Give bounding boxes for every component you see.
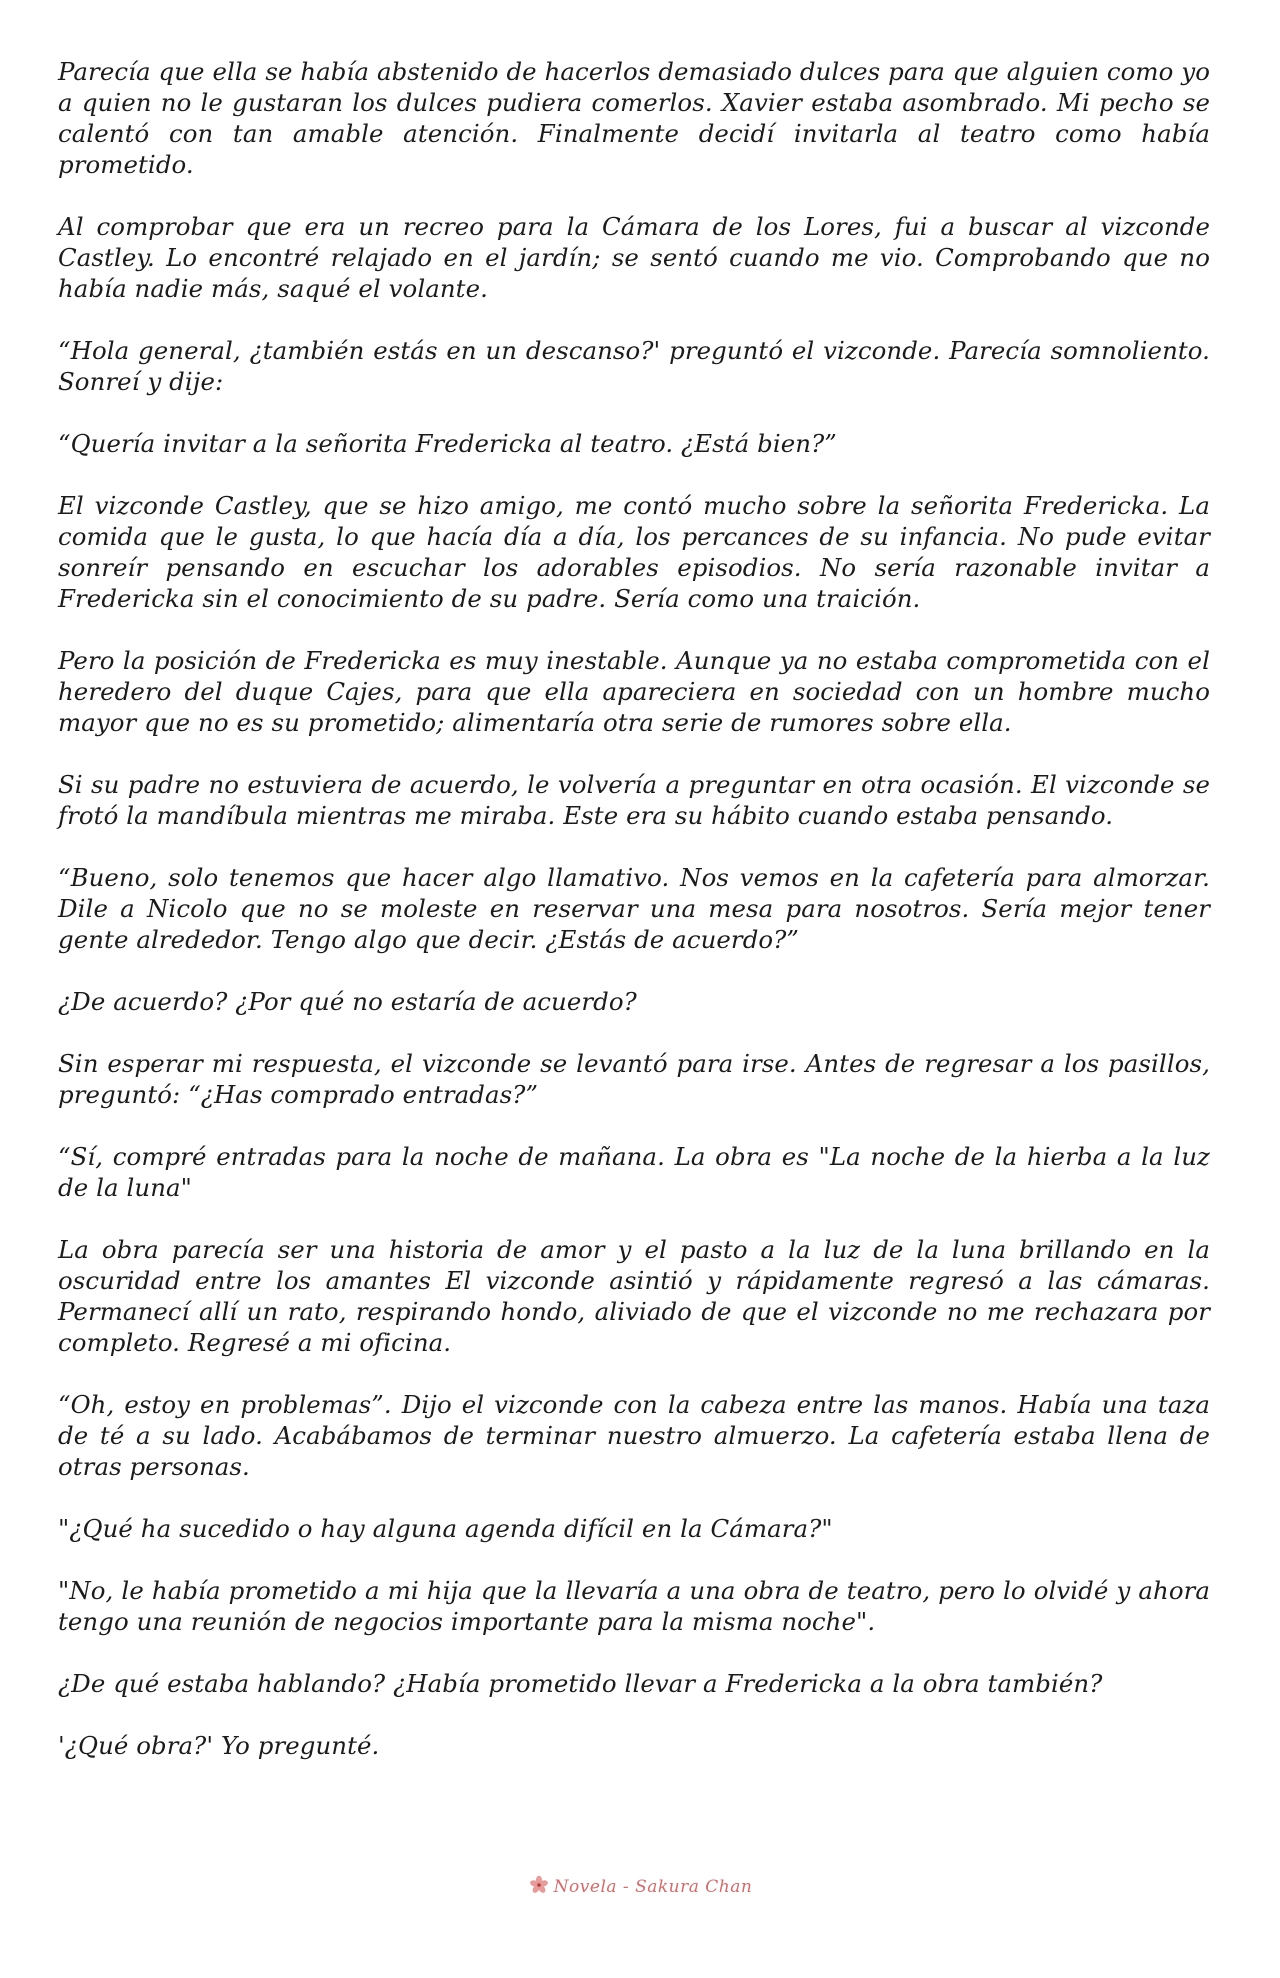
watermark [0,1874,1280,1897]
paragraph-17: '¿Qué obra?' Yo pregunté. [58,1731,380,1760]
paragraph-11: “Sí, compré entradas para la noche de mañana. La obra es "La noche de la hierba a la luz de la luna" [58,1142,1210,1202]
paragraph-13: “Oh, estoy en problemas”. Dijo el vizconde con la cabeza entre las manos. Había una taza de té a su lado. Acabábamos de terminar nuestro almuerzo. La cafetería estaba llena de otras personas. [58,1390,1210,1481]
paragraph-16: ¿De qué estaba hablando? ¿Había prometido llevar a Fredericka a la obra también? [58,1669,1103,1698]
paragraph-5: El vizconde Castley, que se hizo amigo, me contó mucho sobre la señorita Fredericka. La comida que le gusta, lo que hacía día a día, los percances de su infancia. No pude evitar sonreír pensando en escuchar los adorables episodios. No sería razonable invitar a Fredericka sin el conocimiento de su padre. Sería como una traición. [58,491,1210,613]
paragraph-3: “Hola general, ¿también estás en un descanso?' preguntó el vizconde. Parecía somnoliento. Sonreí y dije: [58,336,1210,396]
sakura-flower-icon [528,1874,550,1896]
paragraph-10: Sin esperar mi respuesta, el vizconde se levantó para irse. Antes de regresar a los pasillos, preguntó: “¿Has comprado entradas?” [58,1049,1210,1109]
paragraph-9: ¿De acuerdo? ¿Por qué no estaría de acuerdo? [58,987,637,1016]
paragraph-2: Al comprobar que era un recreo para la Cámara de los Lores, fui a buscar al vizconde Castley. Lo encontré relajado en el jardín; se sentó cuando me vio. Comprobando que no había nadie más, saqué el volante. [58,212,1210,303]
paragraph-1: Parecía que ella se había abstenido de hacerlos demasiado dulces para que alguien como yo a quien no le gustaran los dulces pudiera comerlos. Xavier estaba asombrado. Mi pecho se calentó con tan amable atención. Finalmente decidí invitarla al teatro como había prometido. [58,57,1210,179]
paragraph-12: La obra parecía ser una historia de amor y el pasto a la luz de la luna brillando en la oscuridad entre los amantes El vizconde asintió y rápidamente regresó a las cámaras. Permanecí allí un rato, respirando hondo, aliviado de que el vizconde no me rechazara por completo. Regresé a mi oficina. [58,1235,1210,1357]
paragraph-8: “Bueno, solo tenemos que hacer algo llamativo. Nos vemos en la cafetería para almorzar. Dile a Nicolo que no se moleste en reservar una mesa para nosotros. Sería mejor tener gente alrededor. Tengo algo que decir. ¿Estás de acuerdo?” [58,863,1210,954]
document-body [58,56,1210,1761]
paragraph-4: “Quería invitar a la señorita Fredericka al teatro. ¿Está bien?” [58,429,837,458]
paragraph-15: "No, le había prometido a mi hija que la llevaría a una obra de teatro, pero lo olvidé y ahora tengo una reunión de negocios importante para la misma noche". [58,1576,1210,1636]
watermark-text: Novela - Sakura Chan [553,1877,753,1897]
paragraph-14: "¿Qué ha sucedido o hay alguna agenda difícil en la Cámara?" [58,1514,833,1543]
paragraph-7: Si su padre no estuviera de acuerdo, le volvería a preguntar en otra ocasión. El vizconde se frotó la mandíbula mientras me miraba. Este era su hábito cuando estaba pensando. [58,770,1210,830]
paragraph-6: Pero la posición de Fredericka es muy inestable. Aunque ya no estaba comprometida con el heredero del duque Cajes, para que ella apareciera en sociedad con un hombre mucho mayor que no es su prometido; alimentaría otra serie de rumores sobre ella. [58,646,1210,737]
